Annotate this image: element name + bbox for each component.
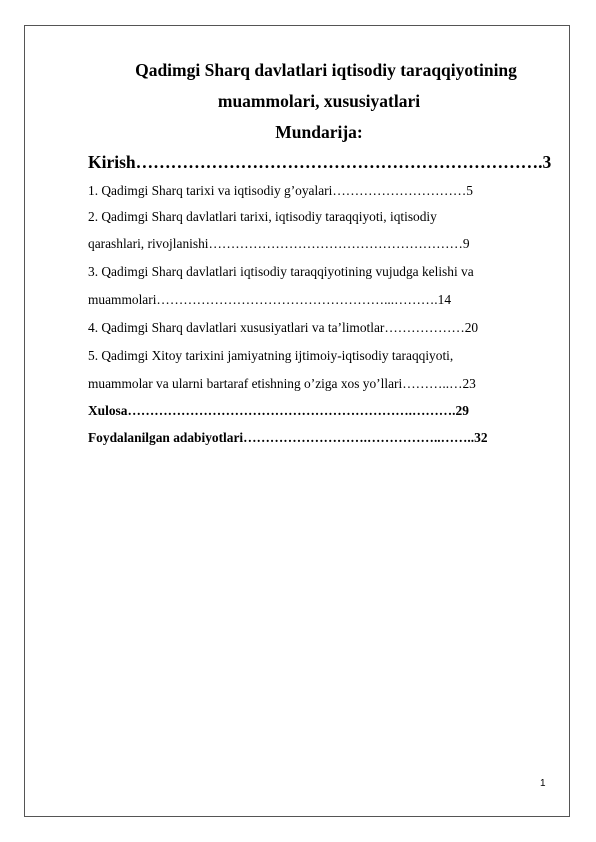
- toc-entry-5-line-1: 5. Qadimgi Xitoy tarixini jamiyatning ijtimoiy-iqtisodiy taraqqiyoti,: [88, 348, 454, 363]
- toc-entry-1: 1. Qadimgi Sharq tarixi va iqtisodiy g’oyalari…………………………5: [88, 183, 473, 198]
- toc-entry-references: Foydalanilgan adabiyotlari……………………….……………..……..32: [88, 430, 488, 445]
- toc-entry-introduction: Kirish…………………………………………………………….3: [88, 152, 552, 172]
- page-number: 1: [540, 778, 546, 789]
- contents-heading: Mundarija:: [275, 122, 363, 142]
- toc-entry-2-line-1: 2. Qadimgi Sharq davlatlari tarixi, iqtisodiy taraqqiyoti, iqtisodiy: [88, 209, 437, 224]
- toc-entry-3-line-1: 3. Qadimgi Sharq davlatlari iqtisodiy taraqqiyotining vujudga kelishi va: [88, 264, 474, 279]
- toc-entry-4: 4. Qadimgi Sharq davlatlari xususiyatlari va ta’limotlar………………20: [88, 320, 479, 335]
- document-title-line-1: Qadimgi Sharq davlatlari iqtisodiy taraqqiyotining: [135, 60, 517, 80]
- page-border: [24, 25, 570, 817]
- toc-entry-3-line-2: muammolari……………………………………………...……….14: [88, 292, 452, 307]
- toc-entry-2-line-2: qarashlari, rivojlanishi…………………………………………………9: [88, 236, 470, 251]
- toc-entry-5-line-2: muammolar va ularni bartaraf etishning o’ziga xos yo’llari………..…23: [88, 376, 476, 391]
- toc-entry-conclusion: Xulosa……………………………………………………….……….29: [88, 403, 469, 418]
- document-title-line-2: muammolari, xususiyatlari: [217, 91, 421, 111]
